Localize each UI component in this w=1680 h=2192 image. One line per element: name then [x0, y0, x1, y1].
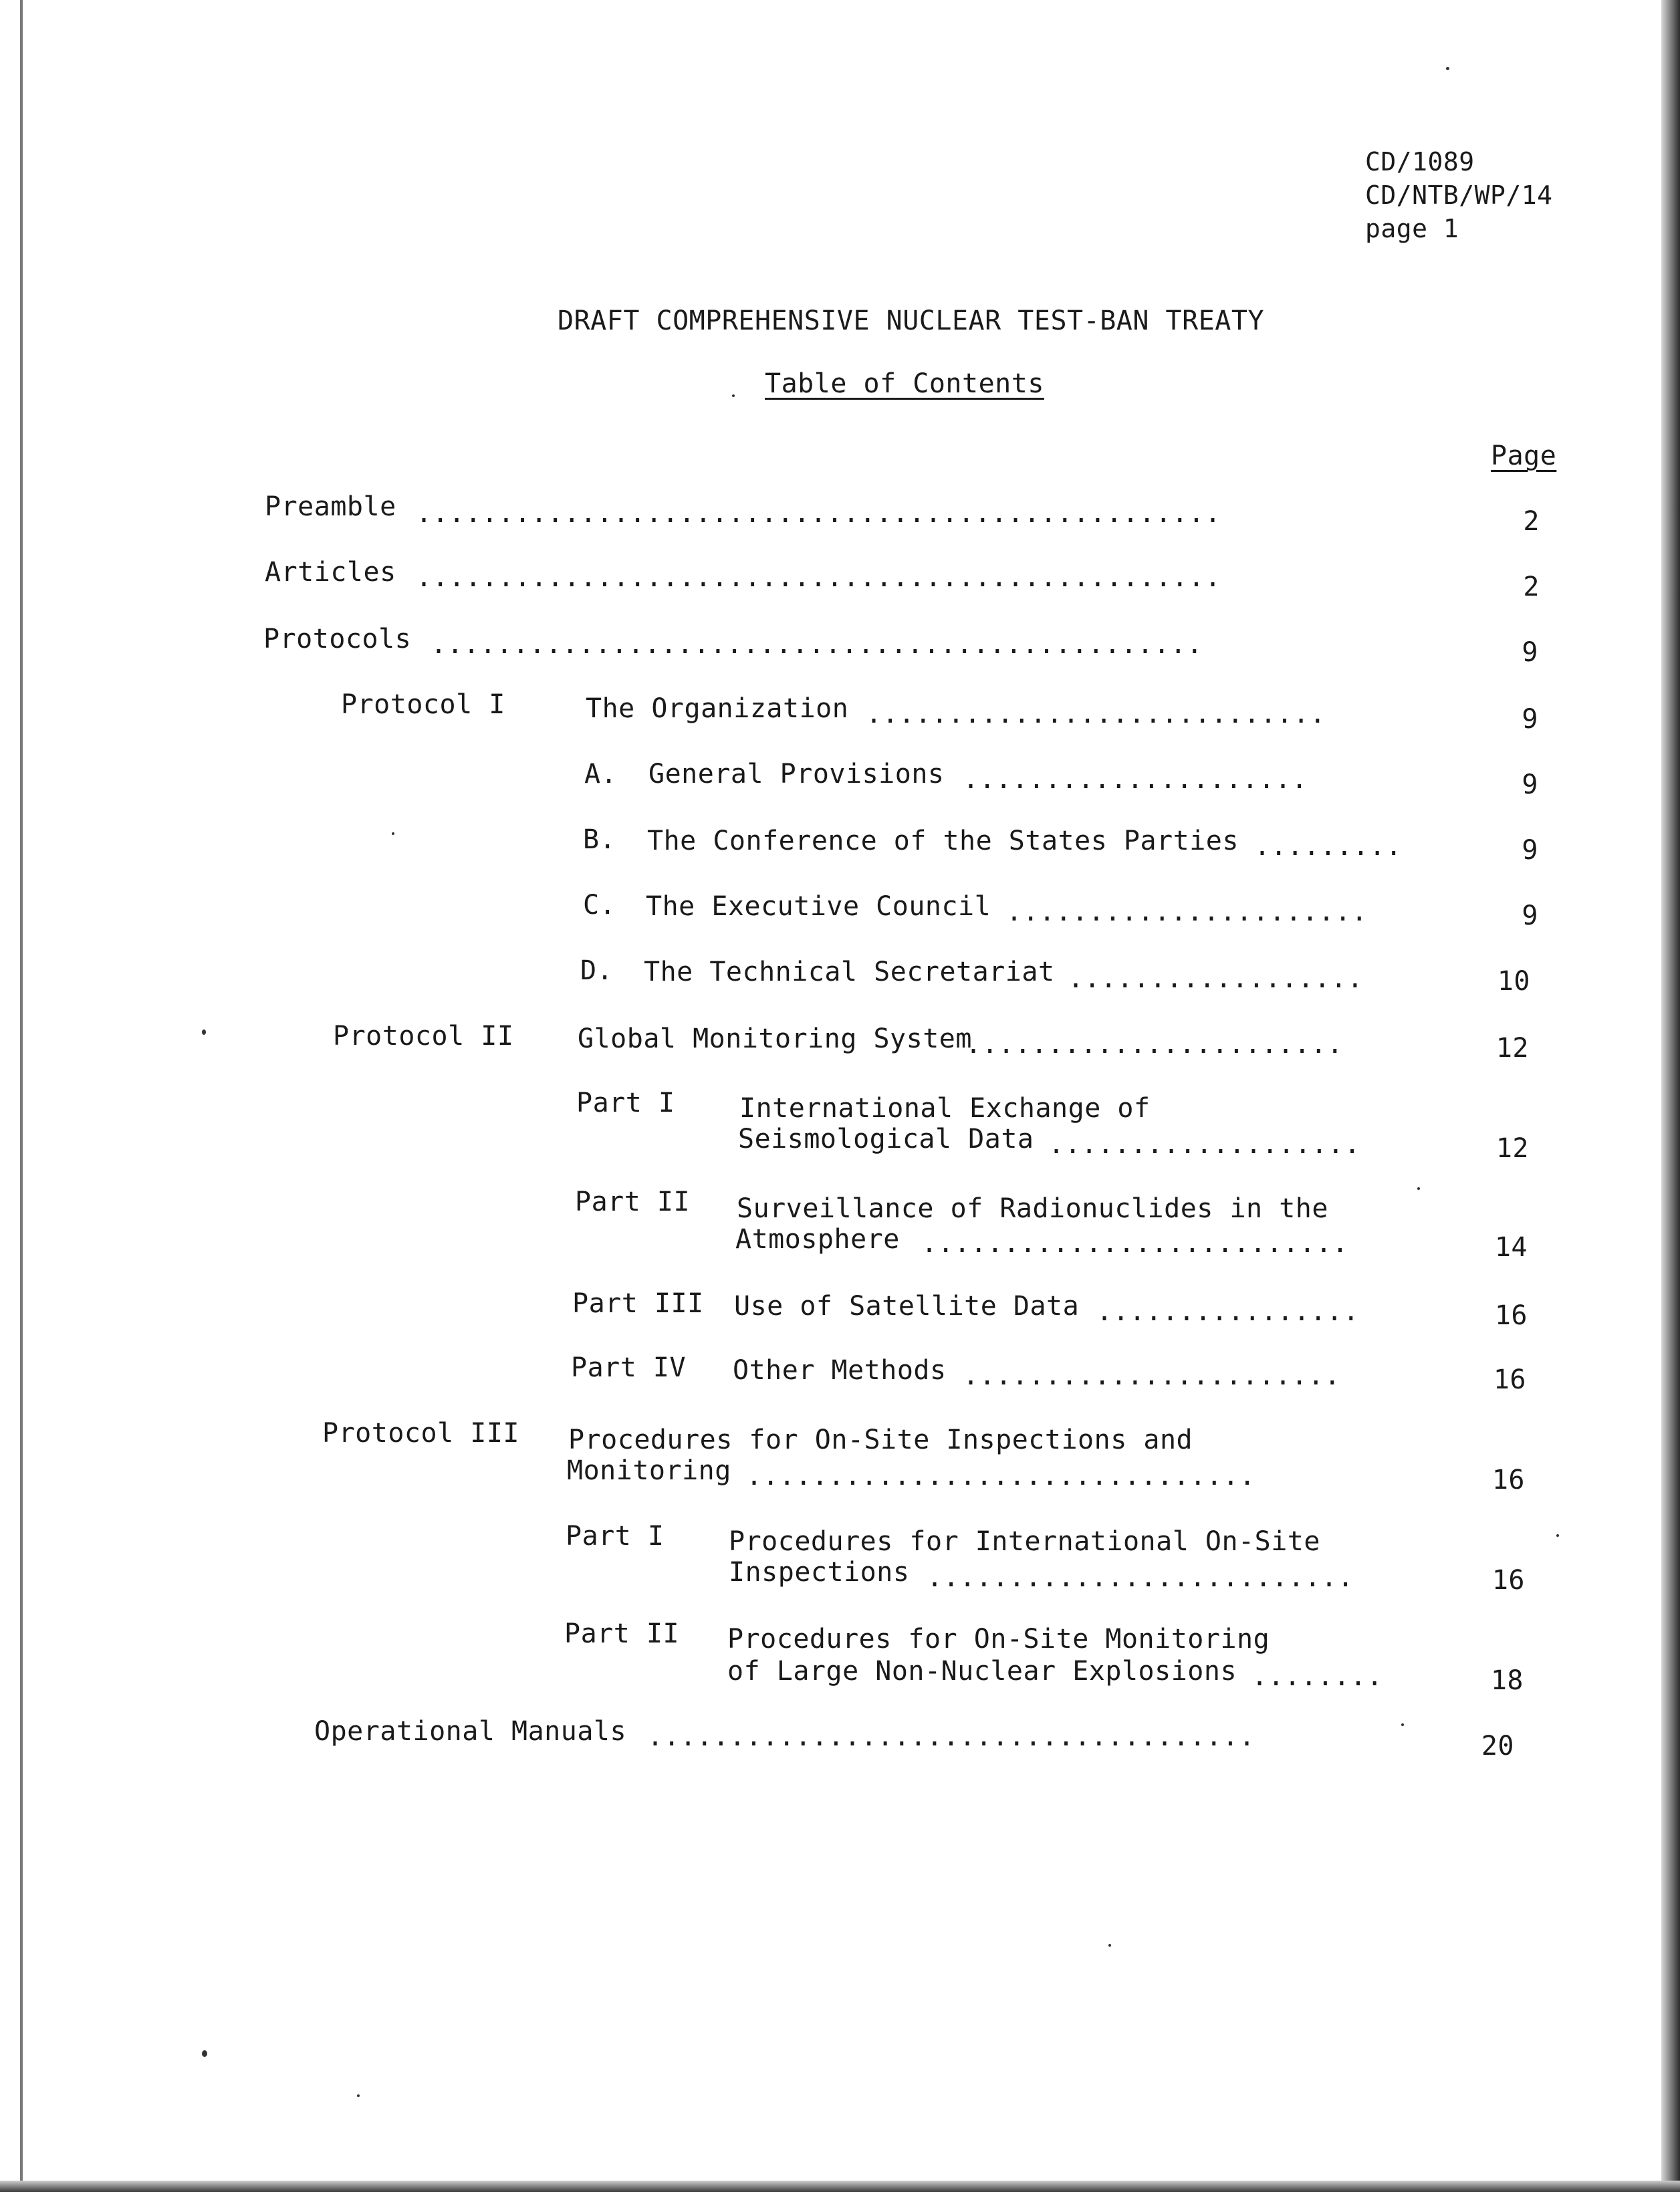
dot-leader: ............................................... [431, 629, 1203, 660]
dot-leader: ..................................... [647, 1721, 1255, 1752]
toc-entry-page: 16 [1494, 1300, 1528, 1331]
dot-leader: ........ [1251, 1661, 1383, 1692]
page-number-label: page 1 [1365, 214, 1459, 243]
toc-entry-title: Procedures for International On-Site [729, 1526, 1320, 1557]
dot-leader: ............................ [866, 699, 1326, 729]
toc-entry-title: of Large Non-Nuclear Explosions [727, 1656, 1237, 1687]
toc-entry-title: Global Monitoring System [578, 1023, 972, 1054]
part-label: Part I [566, 1521, 665, 1552]
part-label: Part I [576, 1088, 675, 1118]
toc-entry-page: 16 [1491, 1465, 1525, 1495]
scan-speck [357, 2094, 360, 2097]
scan-speck [1556, 1534, 1559, 1537]
scan-speck [202, 2050, 207, 2057]
toc-entry-title: Monitoring [567, 1455, 731, 1486]
toc-entry-title: Use of Satellite Data [734, 1291, 1080, 1322]
dot-leader: .......................... [921, 1228, 1349, 1259]
toc-entry-page: 18 [1490, 1665, 1524, 1696]
toc-entry-page: 2 [1523, 506, 1540, 537]
toc-entry-label: Articles [265, 557, 396, 588]
scan-speck [1108, 1944, 1111, 1947]
toc-entry-page: 10 [1497, 966, 1530, 997]
toc-entry-page: 16 [1493, 1364, 1526, 1395]
toc-entry-title: Other Methods [733, 1355, 947, 1386]
dot-leader: ................ [1096, 1296, 1360, 1327]
section-letter: B. [583, 824, 616, 855]
page-right-edge [1661, 0, 1680, 2192]
toc-entry-page: 2 [1523, 572, 1540, 602]
page-left-edge [20, 0, 23, 2192]
toc-entry-title: Seismological Data [738, 1124, 1034, 1154]
page-column-header: Page [1491, 441, 1557, 471]
dot-leader: .......................... [927, 1562, 1354, 1593]
toc-entry-page: 9 [1522, 637, 1538, 668]
protocol-label: Protocol I [341, 689, 505, 720]
dot-leader: ....................... [965, 1029, 1344, 1060]
toc-entry-label: Preamble [265, 491, 396, 522]
toc-heading: Table of Contents [765, 368, 1044, 399]
toc-entry-page: 14 [1494, 1232, 1528, 1263]
part-label: Part II [564, 1618, 680, 1649]
scan-speck [732, 394, 735, 397]
dot-leader: ................... [1048, 1129, 1361, 1160]
toc-entry-title: International Exchange of [739, 1093, 1151, 1124]
toc-entry-title: The Organization [586, 693, 849, 724]
section-letter: D. [580, 955, 614, 986]
toc-entry-page: 16 [1491, 1565, 1525, 1596]
document-reference-code: CD/1089 [1365, 147, 1475, 176]
part-label: Part III [572, 1288, 704, 1319]
scan-speck [392, 832, 394, 835]
part-label: Part IV [571, 1352, 687, 1383]
toc-entry-page: 9 [1522, 769, 1538, 800]
toc-entry-page: 12 [1495, 1033, 1529, 1064]
toc-entry-title: Atmosphere [735, 1224, 900, 1255]
dot-leader: ................................................. [416, 498, 1221, 529]
toc-entry-title: The Technical Secretariat [644, 957, 1055, 987]
document-title: DRAFT COMPREHENSIVE NUCLEAR TEST-BAN TREATY [558, 306, 1265, 336]
toc-entry-title: Procedures for On-Site Monitoring [727, 1624, 1270, 1655]
scan-speck [1446, 67, 1449, 70]
dot-leader: ..................... [963, 764, 1308, 795]
protocol-label: Protocol III [322, 1418, 519, 1449]
scan-speck [1401, 1723, 1404, 1726]
toc-entry-label: Protocols [263, 624, 412, 654]
toc-entry-title: The Executive Council [646, 891, 991, 922]
dot-leader: ....................... [963, 1360, 1341, 1391]
document-reference-code: CD/NTB/WP/14 [1365, 180, 1553, 210]
dot-leader: .................. [1068, 963, 1364, 994]
section-letter: A. [584, 759, 618, 789]
page-bottom-edge [0, 2181, 1680, 2192]
toc-entry-page: 12 [1495, 1133, 1529, 1164]
toc-entry-page: 9 [1522, 704, 1538, 735]
scan-speck [202, 1029, 206, 1035]
protocol-label: Protocol II [333, 1021, 514, 1052]
toc-entry-label: Operational Manuals [314, 1716, 627, 1747]
dot-leader: ......... [1254, 831, 1403, 862]
part-label: Part II [575, 1187, 691, 1217]
toc-entry-page: 9 [1522, 835, 1538, 866]
toc-entry-page: 9 [1522, 900, 1538, 931]
section-letter: C. [583, 890, 616, 921]
dot-leader: ............................... [746, 1461, 1256, 1491]
toc-entry-title: General Provisions [648, 759, 945, 789]
toc-entry-title: Inspections [729, 1557, 910, 1588]
toc-entry-title: The Conference of the States Parties [647, 826, 1239, 856]
scan-speck [1417, 1187, 1420, 1190]
dot-leader: ................................................. [416, 562, 1221, 593]
toc-entry-page: 20 [1481, 1731, 1514, 1761]
toc-entry-title: Surveillance of Radionuclides in the [737, 1193, 1328, 1224]
dot-leader: ...................... [1006, 896, 1368, 927]
toc-entry-title: Procedures for On-Site Inspections and [568, 1425, 1193, 1455]
